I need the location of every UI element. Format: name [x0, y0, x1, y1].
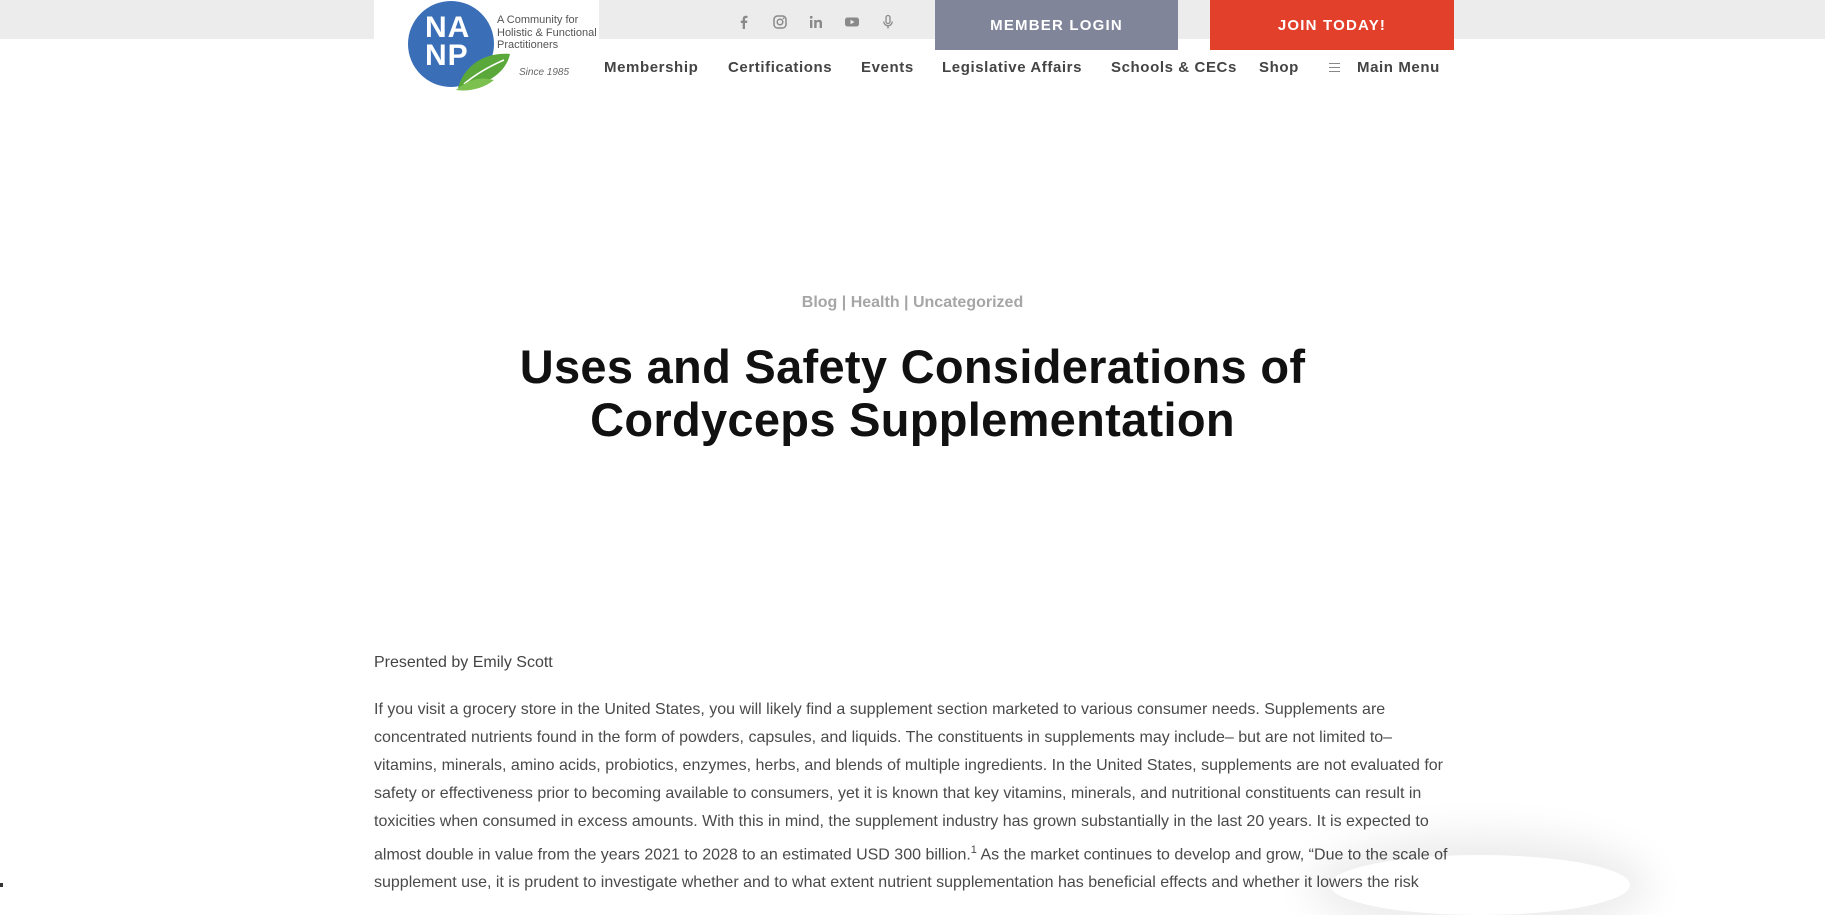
instagram-icon[interactable] — [771, 13, 789, 31]
leaf-icon — [454, 46, 514, 91]
join-today-button[interactable]: JOIN TODAY! — [1210, 0, 1454, 50]
microphone-icon[interactable] — [879, 13, 897, 31]
page-title-line-1: Uses and Safety Considerations of — [519, 340, 1306, 393]
category-separator: | — [899, 294, 913, 311]
nav-item-shop[interactable]: Shop — [1259, 59, 1299, 76]
youtube-icon[interactable] — [843, 13, 861, 31]
nav-item-schools-cecs[interactable]: Schools & CECs — [1111, 59, 1237, 76]
top-bar — [0, 0, 1825, 39]
main-menu-button[interactable]: Main Menu — [1357, 59, 1440, 76]
logo-letters-top: NA — [425, 11, 471, 44]
category-link-blog[interactable]: Blog — [801, 294, 838, 311]
logo-letters-bottom: NP — [425, 39, 469, 72]
nav-item-events[interactable]: Events — [861, 59, 914, 76]
paragraph-text-part-2: As the market continues to develop and grow, “Due to the scale of supplement use, it is prudent to investigate whether and to what extent nutrient supplementation has beneficial effects and whether it lowers the risk — [374, 846, 1448, 892]
nav-item-membership[interactable]: Membership — [604, 59, 699, 76]
nav-item-legislative-affairs[interactable]: Legislative Affairs — [942, 59, 1083, 76]
floating-widget-shadow — [1330, 855, 1630, 915]
site-logo[interactable] — [374, 0, 599, 98]
category-link-uncategorized[interactable]: Uncategorized — [912, 294, 1024, 311]
article-paragraph — [374, 696, 1454, 897]
facebook-icon[interactable] — [735, 13, 753, 31]
hamburger-menu-icon[interactable] — [1329, 63, 1340, 72]
page-title-line-2: Cordyceps Supplementation — [590, 393, 1235, 446]
logo-tagline: A Community for Holistic & Functional Practitioners — [497, 14, 597, 51]
category-separator: | — [837, 294, 851, 311]
article-byline: Presented by Emily Scott — [374, 654, 553, 671]
page-title — [0, 340, 1825, 446]
paragraph-text-part-1: If you visit a grocery store in the United States, you will likely find a supplement section marketed to various consumer needs. Supplements are concentrated nutrients found in the form of powders, capsules, and liquids. The constituents in supplements may include– but are not limited to– vitamins, minerals, amino acids, probiotics, enzymes, herbs, and blends of multiple ingredients. In the United States, supplements are not evaluated for safety or effectiveness prior to becoming available to consumers, yet it is known that key vitamins, minerals, and nutritional constituents can result in toxicities when consumed in excess amounts. With this in mind, the supplement industry has grown substantially in the last 20 years. It is expected to almost double in value from the years 2021 to 2028 to an estimated USD 300 billion. — [374, 701, 1443, 864]
edge-marker — [0, 883, 3, 887]
member-login-button[interactable]: MEMBER LOGIN — [935, 0, 1178, 50]
linkedin-icon[interactable] — [807, 13, 825, 31]
footnote-reference[interactable]: 1 — [970, 844, 977, 856]
category-link-health[interactable]: Health — [850, 294, 900, 311]
logo-since: Since 1985 — [519, 67, 570, 78]
nav-item-certifications[interactable]: Certifications — [728, 59, 833, 76]
post-categories — [0, 294, 1825, 312]
